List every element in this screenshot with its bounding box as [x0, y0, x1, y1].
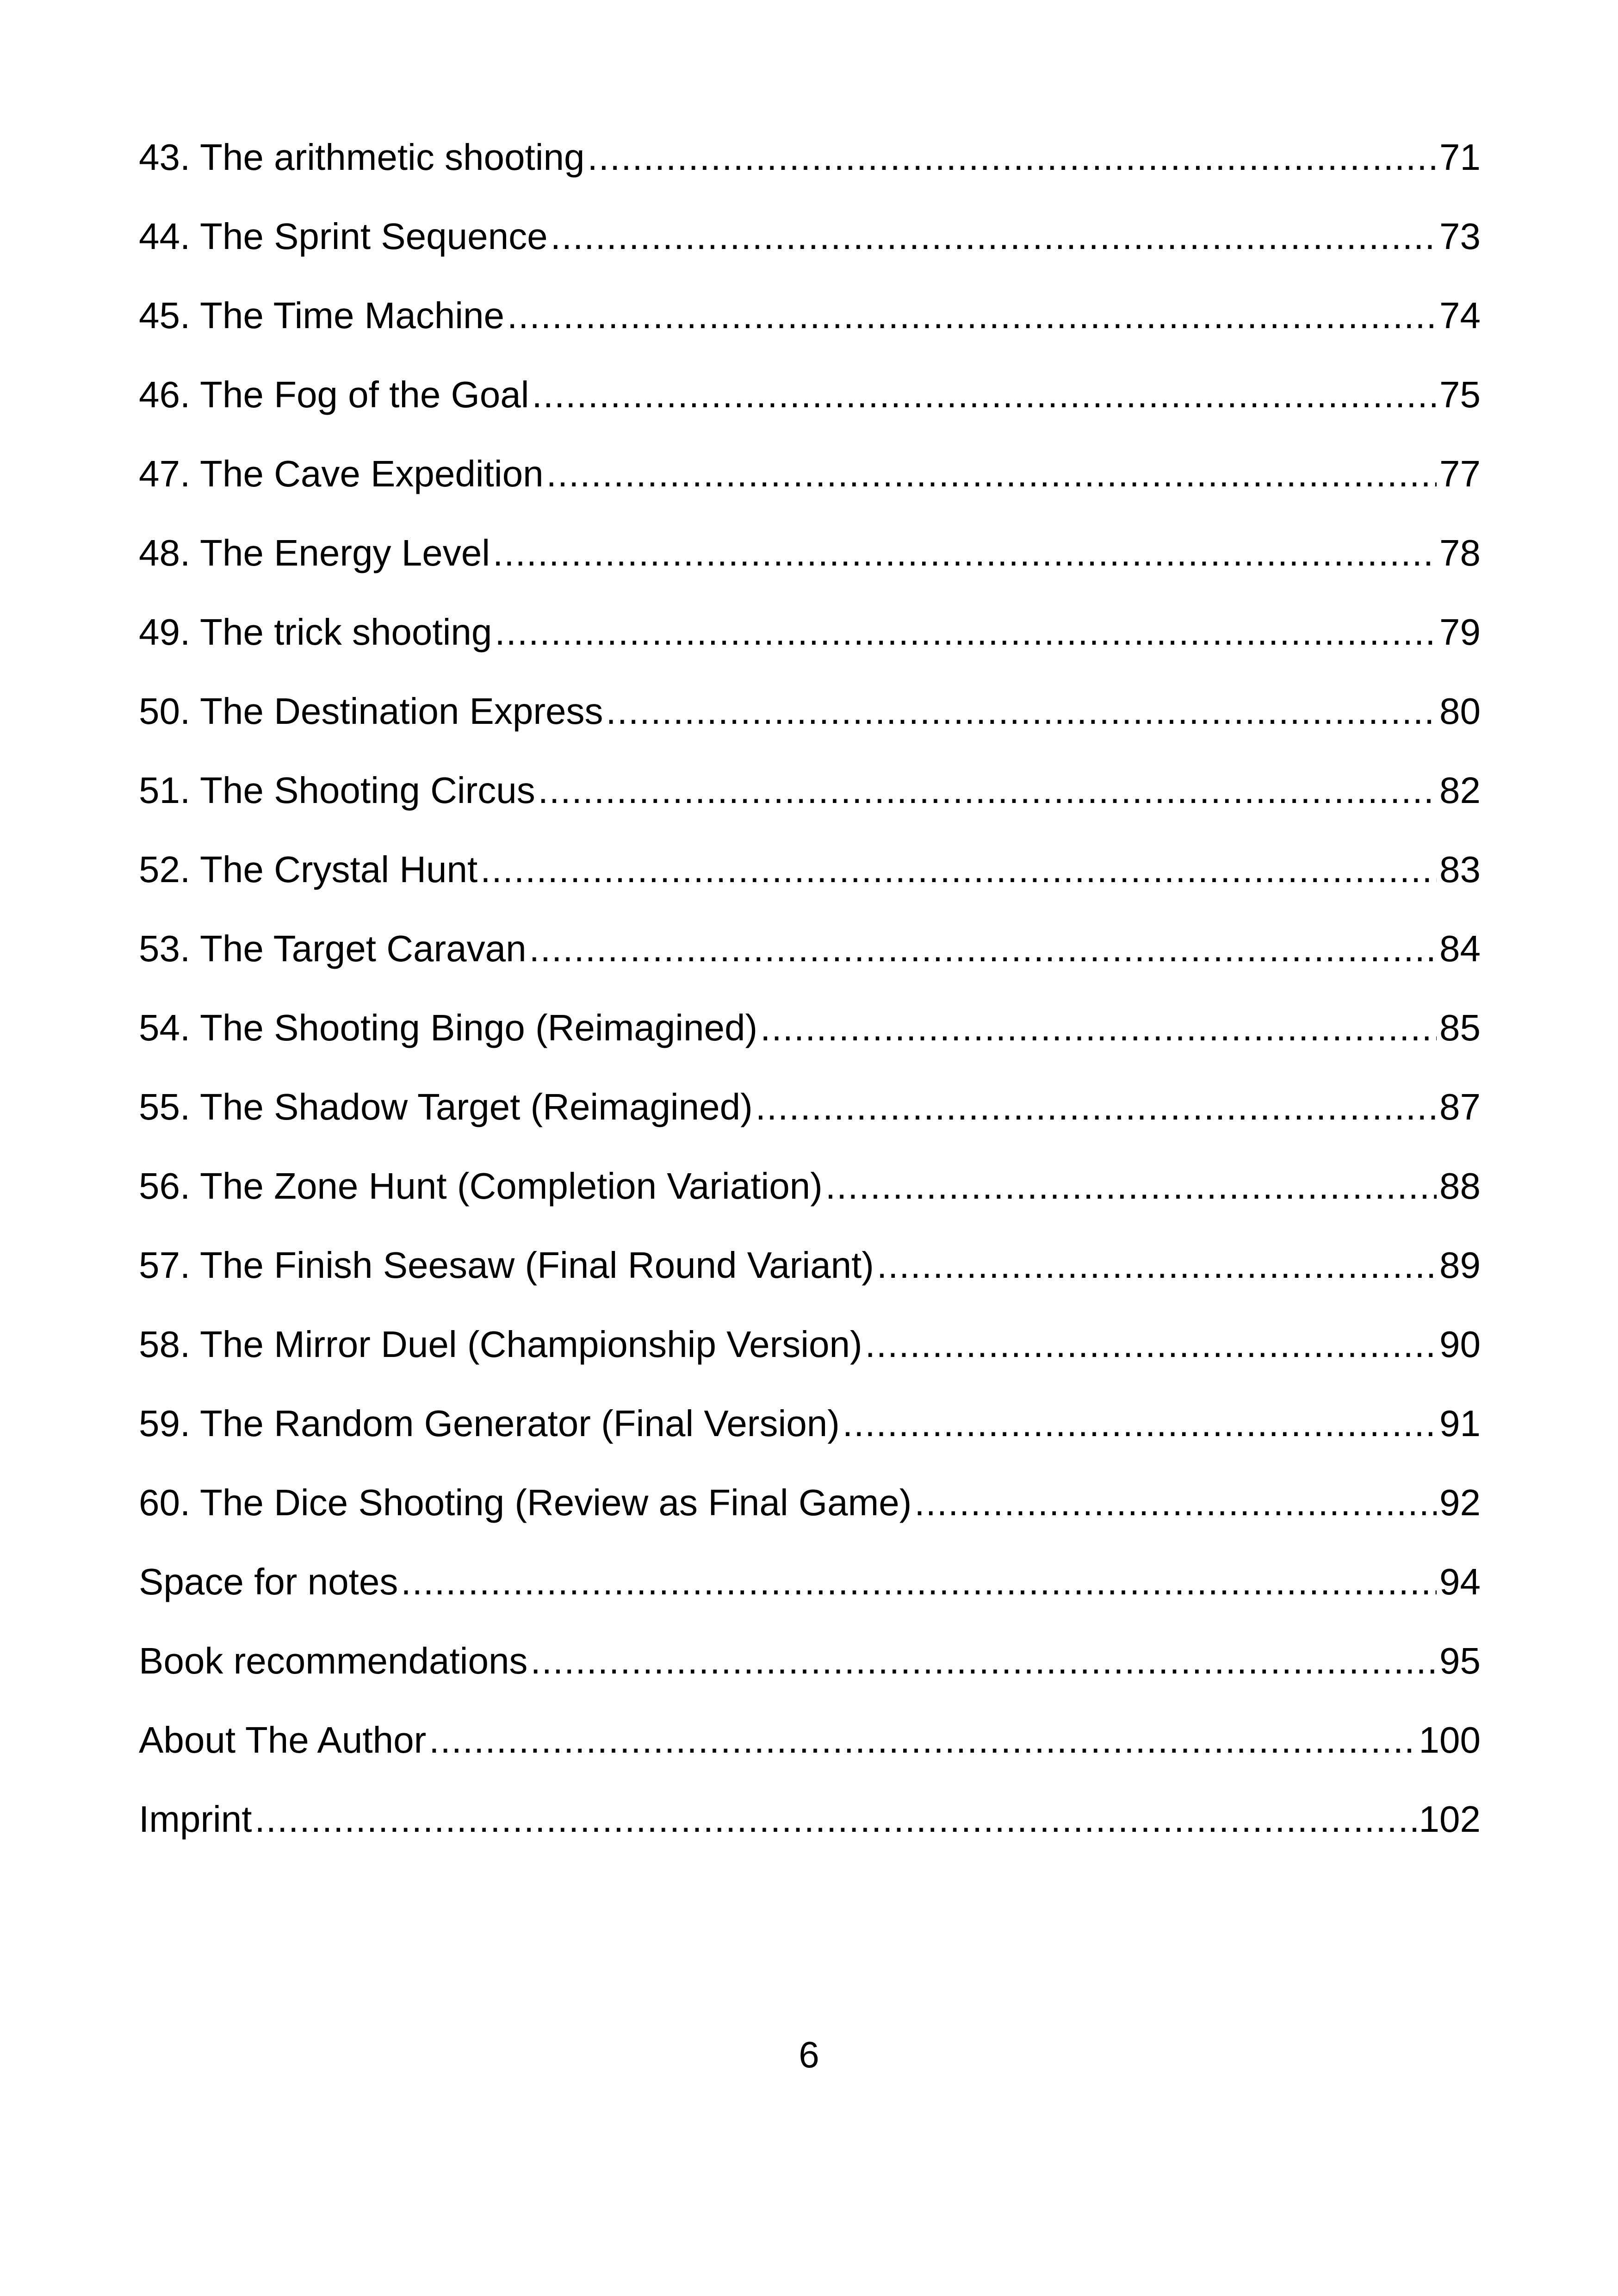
- toc-dot-leader: [843, 1405, 1437, 1442]
- toc-entry-title: 46. The Fog of the Goal: [139, 374, 529, 415]
- toc-entry-title: Space for notes: [139, 1561, 398, 1602]
- toc-entry[interactable]: [139, 1009, 1481, 1089]
- toc-entry[interactable]: [139, 1484, 1481, 1563]
- toc-entry-title: 48. The Energy Level: [139, 532, 490, 573]
- toc-entry-title: 60. The Dice Shooting (Review as Final Game): [139, 1482, 912, 1523]
- toc-entry-page-number: 100: [1419, 1719, 1481, 1761]
- toc-entry-title: Imprint: [139, 1798, 252, 1840]
- toc-entry-title: 51. The Shooting Circus: [139, 770, 535, 811]
- toc-entry[interactable]: [139, 693, 1481, 772]
- toc-dot-leader: [756, 1089, 1437, 1126]
- toc-dot-leader: [551, 218, 1437, 255]
- toc-entry[interactable]: [139, 930, 1481, 1009]
- toc-entry-page-number: 88: [1439, 1165, 1481, 1207]
- toc-entry-page-number: 78: [1439, 532, 1481, 573]
- toc-entry[interactable]: [139, 1244, 1481, 1326]
- toc-entry-page-number: 77: [1439, 453, 1481, 494]
- toc-entry[interactable]: [139, 218, 1481, 297]
- toc-entry-title: 55. The Shadow Target (Reimagined): [139, 1086, 753, 1127]
- toc-entry-title: 50. The Destination Express: [139, 691, 603, 732]
- toc-entry[interactable]: [139, 455, 1481, 535]
- toc-entry-page-number: 84: [1439, 928, 1481, 969]
- toc-entry[interactable]: [139, 532, 1481, 614]
- toc-entry-title: Book recommendations: [139, 1640, 528, 1681]
- toc-entry-title: 59. The Random Generator (Final Version): [139, 1403, 840, 1444]
- toc-entry-page-number: 80: [1439, 691, 1481, 732]
- toc-dot-leader: [538, 772, 1437, 809]
- toc-entry[interactable]: [139, 611, 1481, 693]
- toc-entry-page-number: 89: [1439, 1244, 1481, 1286]
- toc-entry[interactable]: [139, 1326, 1481, 1405]
- toc-dot-leader: [914, 1484, 1437, 1521]
- toc-entry[interactable]: [139, 1165, 1481, 1247]
- toc-entry-title: 57. The Finish Seesaw (Final Round Variant): [139, 1244, 874, 1286]
- toc-dot-leader: [255, 1801, 1416, 1838]
- toc-entry-page-number: 74: [1439, 295, 1481, 336]
- toc-entry[interactable]: [139, 376, 1481, 455]
- toc-dot-leader: [507, 297, 1437, 334]
- toc-entry-page-number: 102: [1419, 1798, 1481, 1840]
- toc-entry-page-number: 91: [1439, 1403, 1481, 1444]
- toc-entry-title: 49. The trick shooting: [139, 611, 492, 653]
- toc-entry-page-number: 75: [1439, 374, 1481, 415]
- toc-dot-leader: [532, 376, 1437, 413]
- toc-dot-leader: [401, 1563, 1437, 1600]
- toc-entry-page-number: 95: [1439, 1640, 1481, 1681]
- toc-dot-leader: [530, 1643, 1437, 1680]
- toc-entry[interactable]: [139, 1640, 1481, 1722]
- toc-entry-page-number: 94: [1439, 1561, 1481, 1602]
- toc-entry[interactable]: [139, 1405, 1481, 1484]
- table-of-contents: [139, 139, 1481, 1880]
- toc-entry-page-number: 85: [1439, 1007, 1481, 1048]
- toc-entry-page-number: 82: [1439, 770, 1481, 811]
- toc-entry-title: 45. The Time Machine: [139, 295, 505, 336]
- toc-entry-page-number: 90: [1439, 1324, 1481, 1365]
- toc-entry-title: 56. The Zone Hunt (Completion Variation): [139, 1165, 823, 1207]
- toc-entry-title: 44. The Sprint Sequence: [139, 216, 548, 257]
- page-number: 6: [799, 2034, 819, 2075]
- toc-entry-page-number: 73: [1439, 216, 1481, 257]
- toc-entry-page-number: 71: [1439, 137, 1481, 178]
- toc-entry-title: 47. The Cave Expedition: [139, 453, 544, 494]
- toc-dot-leader: [760, 1009, 1437, 1046]
- toc-entry-page-number: 92: [1439, 1482, 1481, 1523]
- toc-dot-leader: [529, 930, 1437, 967]
- toc-dot-leader: [546, 455, 1437, 492]
- toc-dot-leader: [588, 139, 1437, 176]
- toc-entry-title: 58. The Mirror Duel (Championship Version): [139, 1324, 862, 1365]
- toc-entry-title: 43. The arithmetic shooting: [139, 137, 585, 178]
- toc-entry[interactable]: [139, 851, 1481, 930]
- toc-entry-page-number: 87: [1439, 1086, 1481, 1127]
- toc-entry[interactable]: [139, 297, 1481, 376]
- toc-entry[interactable]: [139, 1719, 1481, 1801]
- toc-dot-leader: [865, 1326, 1437, 1363]
- toc-dot-leader: [480, 851, 1437, 888]
- toc-entry-title: 53. The Target Caravan: [139, 928, 527, 969]
- toc-entry-title: About The Author: [139, 1719, 427, 1761]
- toc-dot-leader: [493, 535, 1437, 572]
- toc-entry-page-number: 79: [1439, 611, 1481, 653]
- toc-entry[interactable]: [139, 139, 1481, 218]
- toc-entry-title: 54. The Shooting Bingo (Reimagined): [139, 1007, 758, 1048]
- toc-entry[interactable]: [139, 1798, 1481, 1880]
- toc-dot-leader: [877, 1247, 1437, 1284]
- toc-dot-leader: [495, 614, 1437, 651]
- toc-dot-leader: [825, 1168, 1437, 1205]
- toc-dot-leader: [606, 693, 1437, 730]
- toc-entry-page-number: 83: [1439, 849, 1481, 890]
- toc-entry[interactable]: [139, 772, 1481, 851]
- toc-entry[interactable]: [139, 1086, 1481, 1168]
- toc-entry-title: 52. The Crystal Hunt: [139, 849, 478, 890]
- toc-dot-leader: [429, 1722, 1416, 1759]
- toc-entry[interactable]: [139, 1563, 1481, 1643]
